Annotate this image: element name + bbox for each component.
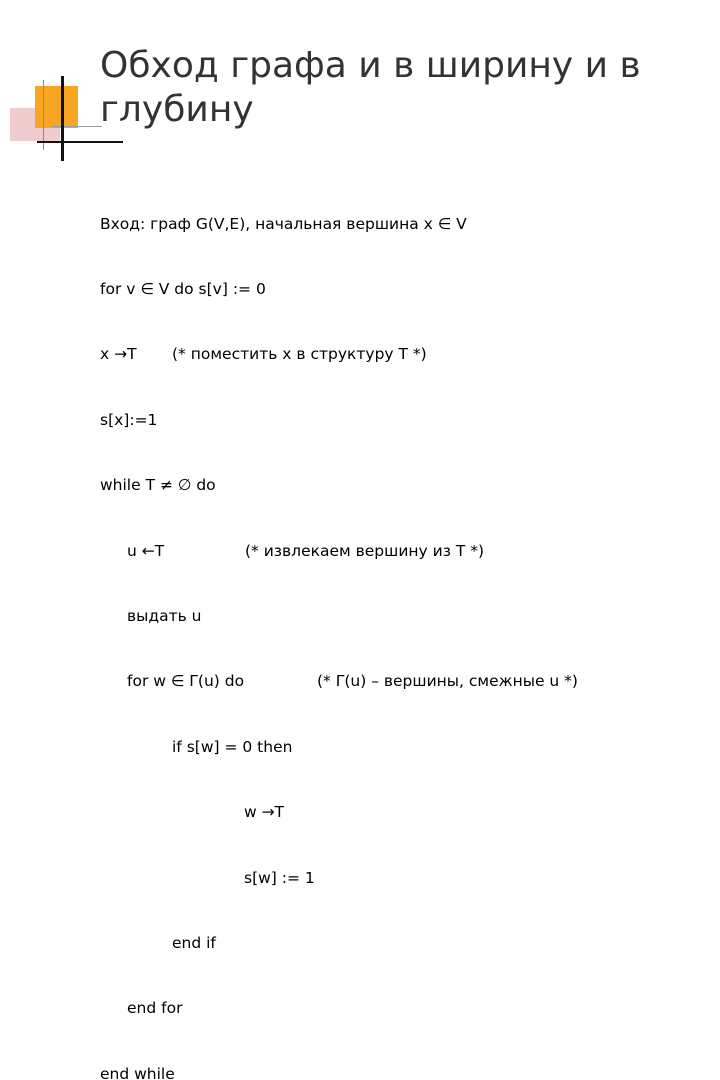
algorithm-body (100, 170, 710, 1080)
algo-pop-u-comment: (* извлекаем вершину из T *) (245, 541, 485, 560)
algo-for-w-comment: (* Γ(u) – вершины, смежные u *) (317, 672, 578, 691)
decor-horizontal-line (37, 141, 123, 143)
algo-line-if (100, 737, 710, 759)
algo-push-w: w →T (244, 803, 285, 822)
algo-line-for-w (100, 671, 710, 693)
algo-push-x-comment: (* поместить x в структуру T *) (172, 345, 427, 364)
algo-end-while: end while (100, 1064, 175, 1080)
decor-thin-vertical-line (43, 80, 44, 150)
algo-line-end-if (100, 933, 710, 955)
algo-line-mark-w (100, 868, 710, 890)
algo-line-end-while (100, 1064, 710, 1080)
algo-mark-w: s[w] := 1 (244, 868, 315, 887)
algo-line-input (100, 214, 710, 236)
algo-if: if s[w] = 0 then (172, 737, 293, 756)
algo-line-pop-u (100, 541, 710, 563)
algo-line-push-w (100, 802, 710, 824)
decor-vertical-line (61, 76, 64, 161)
slide-title: Обход графа и в ширину и в глубину (100, 45, 641, 130)
algo-output-u: выдать u (127, 606, 202, 625)
algo-mark-x: s[x]:=1 (100, 410, 158, 429)
algo-for-w: for w ∈ Γ(u) do (127, 672, 245, 691)
algo-pop-u: u ←T (127, 541, 165, 560)
algo-end-if: end if (172, 933, 216, 952)
algo-line-end-for (100, 998, 710, 1020)
algo-line-push-x (100, 344, 710, 366)
algo-while: while T ≠ ∅ do (100, 476, 216, 495)
algo-for-init: for v ∈ V do s[v] := 0 (100, 279, 266, 298)
algo-input: Вход: граф G(V,E), начальная вершина x ∈ V (100, 214, 467, 233)
decor-orange-square (35, 86, 78, 128)
algo-end-for: end for (127, 999, 183, 1018)
algo-line-while (100, 475, 710, 497)
algo-line-output-u (100, 606, 710, 628)
algo-line-mark-x (100, 410, 710, 432)
decor-thin-horizontal-line (52, 126, 102, 127)
algo-push-x: x →T (100, 345, 137, 364)
algo-line-for-init (100, 279, 710, 301)
